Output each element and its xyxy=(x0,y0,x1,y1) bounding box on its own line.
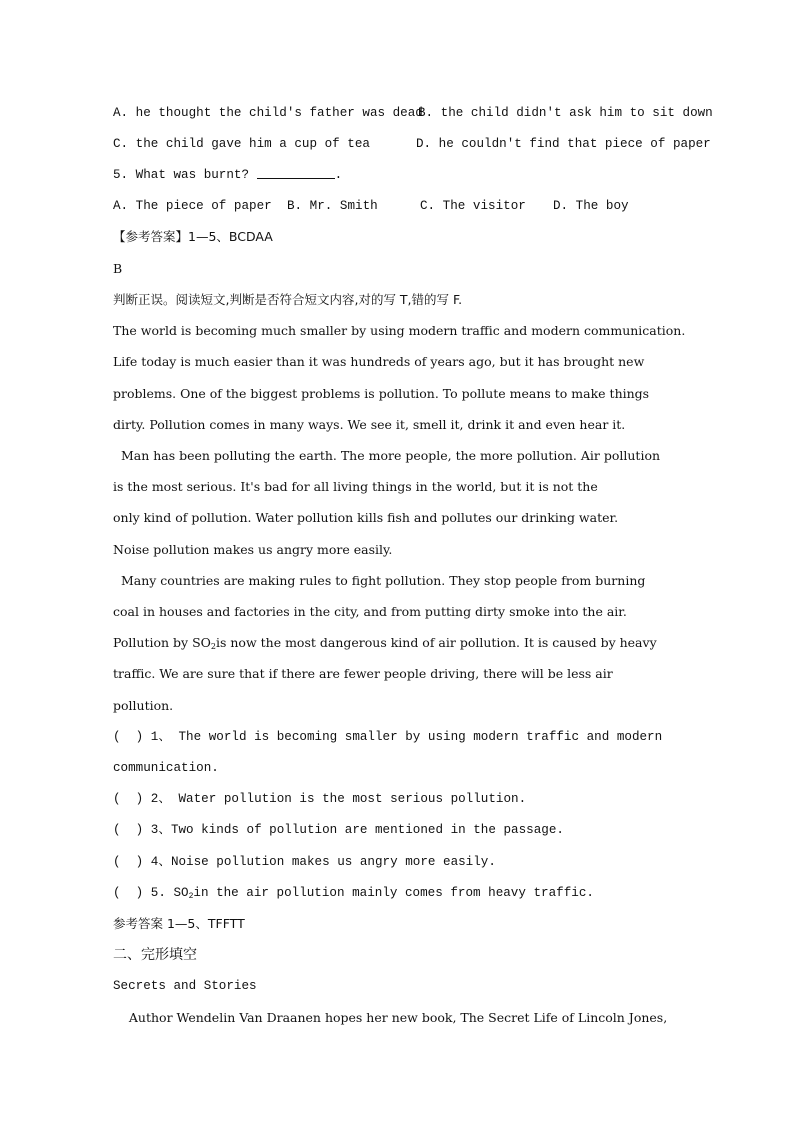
tf5-subscript: 2 xyxy=(188,892,194,901)
cloze-title: Secrets and Stories xyxy=(113,979,257,993)
passage-line: only kind of pollution. Water pollution kills fish and pollutes our drinking water. xyxy=(113,510,619,525)
passage-line-so2 xyxy=(113,635,657,655)
tf-question-2: ( ) 2、 Water pollution is the most serious pollution. xyxy=(113,792,527,806)
passage-line: pollution. xyxy=(113,698,174,713)
tf-question-1-cont: communication. xyxy=(113,761,219,775)
q5-stem xyxy=(113,167,342,183)
passage-line: is the most serious. It's bad for all living things in the world, but it is not the xyxy=(113,479,598,494)
passage-line: Life today is much easier than it was hundreds of years ago, but it has brought new xyxy=(113,354,645,369)
tf-question-5 xyxy=(113,885,594,905)
passage-line: dirty. Pollution comes in many ways. We see it, smell it, drink it and even hear it. xyxy=(113,417,626,432)
so2-post: is now the most dangerous kind of air pollution. It is caused by heavy xyxy=(216,635,657,650)
answer-key-1: 【参考答案】1—5、BCDAA xyxy=(113,229,273,244)
cloze-first-line: Author Wendelin Van Draanen hopes her new book, The Secret Life of Lincoln Jones, xyxy=(113,1010,668,1025)
instruction: 判断正误。阅读短文,判断是否符合短文内容,对的写 T,错的写 F. xyxy=(113,292,463,307)
section-heading: 二、完形填空 xyxy=(113,947,197,963)
tf-question-3: ( ) 3、Two kinds of pollution are mentioned in the passage. xyxy=(113,823,564,837)
passage-line: coal in houses and factories in the city, and from putting dirty smoke into the air. xyxy=(113,604,627,619)
answer-blank xyxy=(257,167,335,179)
tf-question-4: ( ) 4、Noise pollution makes us angry more easily. xyxy=(113,855,496,869)
q5-stem-end: . xyxy=(334,168,343,182)
so2-pre: Pollution by SO xyxy=(113,635,211,650)
q5-option-c: C. The visitor xyxy=(420,199,526,213)
tf5-pre: ( ) 5. SO xyxy=(113,886,189,900)
q5-stem-text: 5. What was burnt? xyxy=(113,168,257,182)
q5-option-d: D. The boy xyxy=(553,199,629,213)
q4-option-c: C. the child gave him a cup of tea xyxy=(113,137,370,151)
q4-option-b: B. the child didn't ask him to sit down xyxy=(418,106,713,120)
passage-line: problems. One of the biggest problems is pollution. To pollute means to make things xyxy=(113,386,650,401)
q4-option-d: D. he couldn't find that piece of paper xyxy=(416,137,711,151)
tf-question-1: ( ) 1、 The world is becoming smaller by using modern traffic and modern xyxy=(113,730,663,744)
passage-line: The world is becoming much smaller by using modern traffic and modern communication. xyxy=(113,323,686,338)
passage-line: traffic. We are sure that if there are fewer people driving, there will be less air xyxy=(113,666,613,681)
passage-line: Many countries are making rules to fight pollution. They stop people from burning xyxy=(113,573,646,588)
passage-line: Man has been polluting the earth. The more people, the more pollution. Air pollution xyxy=(113,448,661,463)
answer-key-2: 参考答案 1—5、TFFTT xyxy=(113,916,245,931)
passage-line: Noise pollution makes us angry more easily. xyxy=(113,542,393,557)
q5-option-a: A. The piece of paper xyxy=(113,199,272,213)
so2-subscript: 2 xyxy=(210,642,216,651)
section-b-label: B xyxy=(113,261,123,276)
tf5-post: in the air pollution mainly comes from heavy traffic. xyxy=(193,886,594,900)
q4-option-a: A. he thought the child's father was dead xyxy=(113,106,423,120)
q5-option-b: B. Mr. Smith xyxy=(287,199,378,213)
